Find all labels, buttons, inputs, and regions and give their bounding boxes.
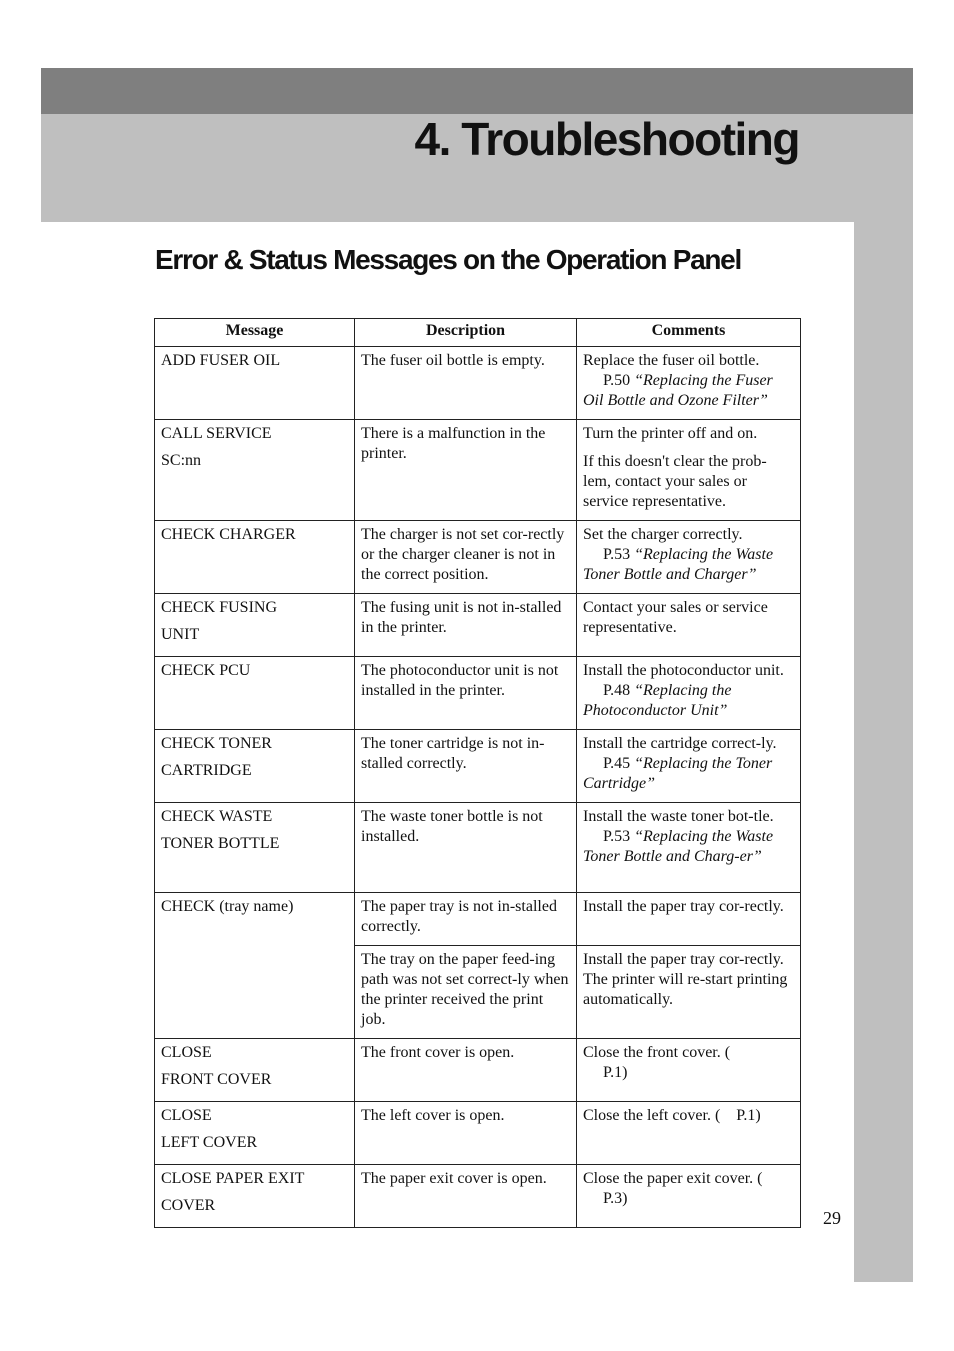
description-cell: There is a malfunction in the printer. — [355, 420, 577, 521]
table-row — [155, 347, 801, 420]
column-header-message: Message — [155, 319, 355, 347]
comment-cell — [577, 803, 801, 893]
comment-cell: Install the paper tray cor-rectly. The printer will re-start printing automatically. — [577, 946, 801, 1039]
reference-page: P.1) — [603, 1064, 628, 1081]
table-row — [155, 657, 801, 730]
reference-page: P.45 — [603, 755, 631, 772]
table-row — [155, 1102, 801, 1165]
page-number: 29 — [823, 1208, 841, 1228]
comment-text: Turn the printer off and on. — [583, 425, 758, 442]
description-cell: The waste toner bottle is not installed. — [355, 803, 577, 893]
message-text: CLOSE — [161, 1044, 212, 1061]
description-cell: The tray on the paper feed-ing path was not set correct-ly when the printer received the print job. — [355, 946, 577, 1039]
message-cell — [155, 420, 355, 521]
message-text: CLOSE — [161, 1107, 212, 1124]
message-text: LEFT COVER — [161, 1134, 258, 1151]
comment-cell — [577, 420, 801, 521]
reference-page: P.53 — [603, 828, 631, 845]
reference-page: P.3) — [603, 1190, 628, 1207]
table-row — [155, 420, 801, 521]
description-cell: The fuser oil bottle is empty. — [355, 347, 577, 420]
description-cell: The toner cartridge is not in-stalled correctly. — [355, 730, 577, 803]
reference-page: P.53 — [603, 546, 631, 563]
reference-page: P.1) — [736, 1107, 761, 1124]
message-text: CLOSE PAPER EXIT — [161, 1170, 305, 1187]
comment-cell — [577, 1039, 801, 1102]
comment-cell — [577, 730, 801, 803]
error-messages-table — [154, 318, 801, 1228]
comment-text: If this doesn't clear the prob-lem, contact your sales or service representative. — [583, 453, 767, 510]
message-text: ADD FUSER OIL — [161, 352, 281, 369]
message-text: UNIT — [161, 626, 200, 643]
comment-cell — [577, 347, 801, 420]
comment-cell: Contact your sales or service representative. — [577, 594, 801, 657]
message-text: CHECK (tray name) — [161, 898, 294, 915]
message-cell — [155, 730, 355, 803]
chapter-title: 4. Troubleshooting — [414, 113, 799, 165]
message-cell — [155, 347, 355, 420]
reference-title: “Replacing the Toner Cartridge” — [583, 755, 773, 792]
message-cell — [155, 594, 355, 657]
comment-cell — [577, 1102, 801, 1165]
message-text: CHECK CHARGER — [161, 526, 296, 543]
table-header-row — [155, 319, 801, 347]
comment-text: Replace the fuser oil bottle. — [583, 352, 760, 369]
reference-title: “Replacing the Photoconductor Unit” — [583, 682, 732, 719]
message-cell — [155, 893, 355, 1039]
comment-text: Set the charger correctly. — [583, 526, 743, 543]
reference-title: “Replacing the Waste Toner Bottle and Charger” — [583, 546, 774, 583]
table-row — [155, 521, 801, 594]
description-cell: The fusing unit is not in-stalled in the printer. — [355, 594, 577, 657]
column-header-comments: Comments — [577, 319, 801, 347]
comment-text: Close the front cover. ( — [583, 1044, 731, 1061]
comment-cell — [577, 521, 801, 594]
comment-text: Close the paper exit cover. ( — [583, 1170, 763, 1187]
message-cell — [155, 657, 355, 730]
chapter-header-band-dark — [41, 68, 913, 114]
comment-text: Install the waste toner bot-tle. — [583, 808, 774, 825]
message-text: CHECK TONER — [161, 735, 272, 752]
reference-page: P.48 — [603, 682, 631, 699]
message-cell — [155, 1102, 355, 1165]
message-text: CHECK PCU — [161, 662, 251, 679]
table-row — [155, 893, 801, 946]
message-cell — [155, 1165, 355, 1228]
comment-cell: Install the paper tray cor-rectly. — [577, 893, 801, 946]
message-text: SC:nn — [161, 452, 202, 469]
description-cell: The paper tray is not in-stalled correctly. — [355, 893, 577, 946]
comment-text: Install the photoconductor unit. — [583, 662, 784, 679]
comment-cell — [577, 657, 801, 730]
column-header-description: Description — [355, 319, 577, 347]
message-text: CHECK WASTE — [161, 808, 273, 825]
description-cell: The front cover is open. — [355, 1039, 577, 1102]
reference-title: “Replacing the Waste Toner Bottle and Charg-er” — [583, 828, 774, 865]
comment-cell — [577, 1165, 801, 1228]
description-cell: The paper exit cover is open. — [355, 1165, 577, 1228]
section-title: Error & Status Messages on the Operation Panel — [155, 244, 741, 275]
reference-title: “Replacing the Fuser Oil Bottle and Ozone Filter” — [583, 372, 773, 409]
table-row — [155, 1165, 801, 1228]
page-side-tab — [854, 222, 913, 1282]
description-cell: The left cover is open. — [355, 1102, 577, 1165]
message-cell — [155, 1039, 355, 1102]
description-cell: The photoconductor unit is not installed in the printer. — [355, 657, 577, 730]
message-text: COVER — [161, 1197, 216, 1214]
message-text: CARTRIDGE — [161, 762, 252, 779]
message-text: CHECK FUSING — [161, 599, 278, 616]
table-row — [155, 803, 801, 893]
message-cell — [155, 803, 355, 893]
table-row — [155, 730, 801, 803]
comment-text: Install the cartridge correct-ly. — [583, 735, 777, 752]
comment-text: Close the left cover. ( — [583, 1107, 721, 1124]
message-text: FRONT COVER — [161, 1071, 272, 1088]
message-text: CALL SERVICE — [161, 425, 272, 442]
table-row — [155, 1039, 801, 1102]
table-row — [155, 594, 801, 657]
message-cell — [155, 521, 355, 594]
description-cell: The charger is not set cor-rectly or the charger cleaner is not in the correct position. — [355, 521, 577, 594]
message-text: TONER BOTTLE — [161, 835, 280, 852]
reference-page: P.50 — [603, 372, 631, 389]
